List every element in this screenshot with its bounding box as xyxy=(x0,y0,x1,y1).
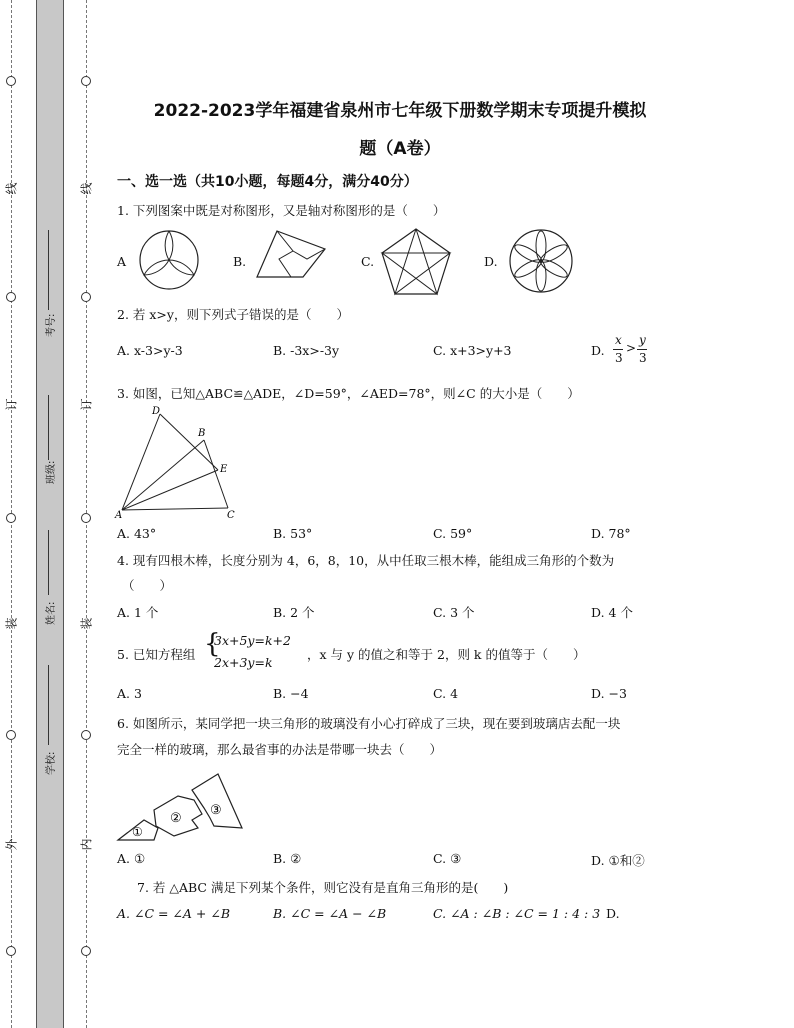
field-class-line[interactable] xyxy=(48,395,49,460)
binding-hole xyxy=(6,513,16,523)
q1-figure-c xyxy=(380,227,452,297)
binding-strip xyxy=(36,0,64,1028)
q2-option-d-fraction xyxy=(613,333,653,369)
q3-label-d: D xyxy=(152,406,161,417)
q1-option-a-label: A xyxy=(117,254,127,269)
q7-stem: 7. 若 △ABC 满足下列某个条件，则它没有是直角三角形的是( ) xyxy=(137,880,509,895)
q5-option-b: B. −4 xyxy=(273,686,309,701)
q4-option-a: A. 1 个 xyxy=(117,605,159,620)
q2-option-c: C. x+3>y+3 xyxy=(433,343,512,358)
q3-figure xyxy=(114,404,244,522)
q6-option-b: B. ② xyxy=(273,851,302,866)
q2-option-a: A. x-3>y-3 xyxy=(117,343,183,358)
binding-hole xyxy=(81,730,91,740)
q3-option-a: A. 43° xyxy=(117,526,157,541)
q2-option-b: B. -3x>-3y xyxy=(273,343,340,358)
inner-char-order: 订 xyxy=(79,398,94,411)
q7-option-d: D. xyxy=(606,906,620,921)
q3-option-d: D. 78° xyxy=(591,526,631,541)
q7-option-b: B. ∠C = ∠A − ∠B xyxy=(273,906,387,921)
q6-stem-line2: 完全一样的玻璃，那么最省事的办法是带哪一块去（ ） xyxy=(117,742,443,757)
q3-label-c: C xyxy=(227,510,235,521)
q2-option-d: D. xyxy=(591,343,605,358)
q7-option-c: C. ∠A : ∠B : ∠C = 1 : 4 : 3 xyxy=(433,906,601,921)
q3-option-c: C. 59° xyxy=(433,526,473,541)
q5-option-a: A. 3 xyxy=(117,686,142,701)
q6-option-a: A. ① xyxy=(117,851,146,866)
binding-hole xyxy=(6,730,16,740)
q1-option-b-label: B. xyxy=(233,254,247,269)
binding-hole xyxy=(81,513,91,523)
inner-char-inner: 内 xyxy=(79,838,94,851)
binding-hole xyxy=(81,292,91,302)
q3-label-b: B xyxy=(198,428,206,439)
binding-hole xyxy=(6,292,16,302)
q3-label-e: E xyxy=(220,464,228,475)
q1-option-d-label: D. xyxy=(484,254,498,269)
q5-option-d: D. −3 xyxy=(591,686,627,701)
q5-suffix: ，x 与 y 的值之和等于 2，则 k 的值等于（ ） xyxy=(307,647,586,662)
q6-piece-3: ③ xyxy=(210,803,222,818)
page-title-line1: 2022-2023学年福建省泉州市七年级下册数学期末专项提升模拟 xyxy=(153,101,647,121)
frac-num1: x xyxy=(615,333,622,347)
binding-hole xyxy=(81,76,91,86)
q4-option-b: B. 2 个 xyxy=(273,605,315,620)
q7-option-a: A. ∠C = ∠A + ∠B xyxy=(117,906,231,921)
gutter-char-order: 订 xyxy=(4,398,19,411)
gutter-char-line: 线 xyxy=(4,182,19,195)
field-school-line[interactable] xyxy=(48,665,49,745)
q1-option-c-label: C. xyxy=(361,254,375,269)
q4-option-d: D. 4 个 xyxy=(591,605,633,620)
field-exam-number-line[interactable] xyxy=(48,230,49,310)
gutter-char-bind: 装 xyxy=(4,617,19,630)
q2-stem: 2. 若 x>y，则下列式子错误的是（ ） xyxy=(117,307,349,322)
section-heading: 一、选一选（共10小题，每题4分，满分40分） xyxy=(117,174,418,190)
field-class-label: 班级: xyxy=(46,460,57,484)
q4-stem-cont: （ ） xyxy=(122,578,173,593)
field-exam-number-label: 考号: xyxy=(46,313,57,337)
page-title-line2: 题（A卷） xyxy=(359,139,441,159)
q5-prefix: 5. 已知方程组 xyxy=(117,647,196,662)
q1-stem: 1. 下列图案中既是对称图形，又是轴对称图形的是（ ） xyxy=(117,203,446,218)
q6-piece-1: ① xyxy=(132,825,143,839)
q6-option-c: C. ③ xyxy=(433,851,462,866)
field-name-label: 姓名: xyxy=(46,601,57,625)
q6-figure xyxy=(114,770,246,844)
frac-bar1 xyxy=(613,349,623,350)
q4-option-c: C. 3 个 xyxy=(433,605,475,620)
field-school-label: 学校: xyxy=(46,751,57,775)
q5-eq1: 3x+5y=k+2 xyxy=(214,633,291,648)
field-name-line[interactable] xyxy=(48,530,49,595)
frac-den2: 3 xyxy=(639,351,647,365)
q1-figure-a xyxy=(136,229,202,291)
q6-piece-2: ② xyxy=(170,811,182,826)
inner-char-bind: 装 xyxy=(79,617,94,630)
frac-den1: 3 xyxy=(615,351,623,365)
binding-hole xyxy=(81,946,91,956)
binding-hole xyxy=(6,946,16,956)
inner-char-line: 线 xyxy=(79,182,94,195)
q5-eq2: 2x+3y=k xyxy=(214,655,273,670)
frac-bar2 xyxy=(637,349,647,350)
q5-brace: { xyxy=(204,629,221,659)
q5-option-c: C. 4 xyxy=(433,686,459,701)
frac-op: > xyxy=(626,341,637,355)
q4-stem: 4. 现有四根木棒，长度分别为 4，6，8，10，从中任取三根木棒，能组成三角形的个数为 xyxy=(117,553,615,568)
q3-stem: 3. 如图，已知△ABC≌△ADE，∠D=59°，∠AED=78°，则∠C 的大小是（ ） xyxy=(117,386,580,401)
binding-hole xyxy=(6,76,16,86)
q3-option-b: B. 53° xyxy=(273,526,313,541)
gutter-char-outer: 外 xyxy=(4,838,19,851)
q3-label-a: A xyxy=(115,510,123,521)
q1-figure-b xyxy=(255,229,327,279)
frac-num2: y xyxy=(639,333,646,347)
q6-stem-line1: 6. 如图所示，某同学把一块三角形的玻璃没有小心打碎成了三块，现在要到玻璃店去配一块 xyxy=(117,716,621,731)
q1-figure-d xyxy=(508,228,574,294)
q6-option-d: D. ①和② xyxy=(591,853,645,868)
